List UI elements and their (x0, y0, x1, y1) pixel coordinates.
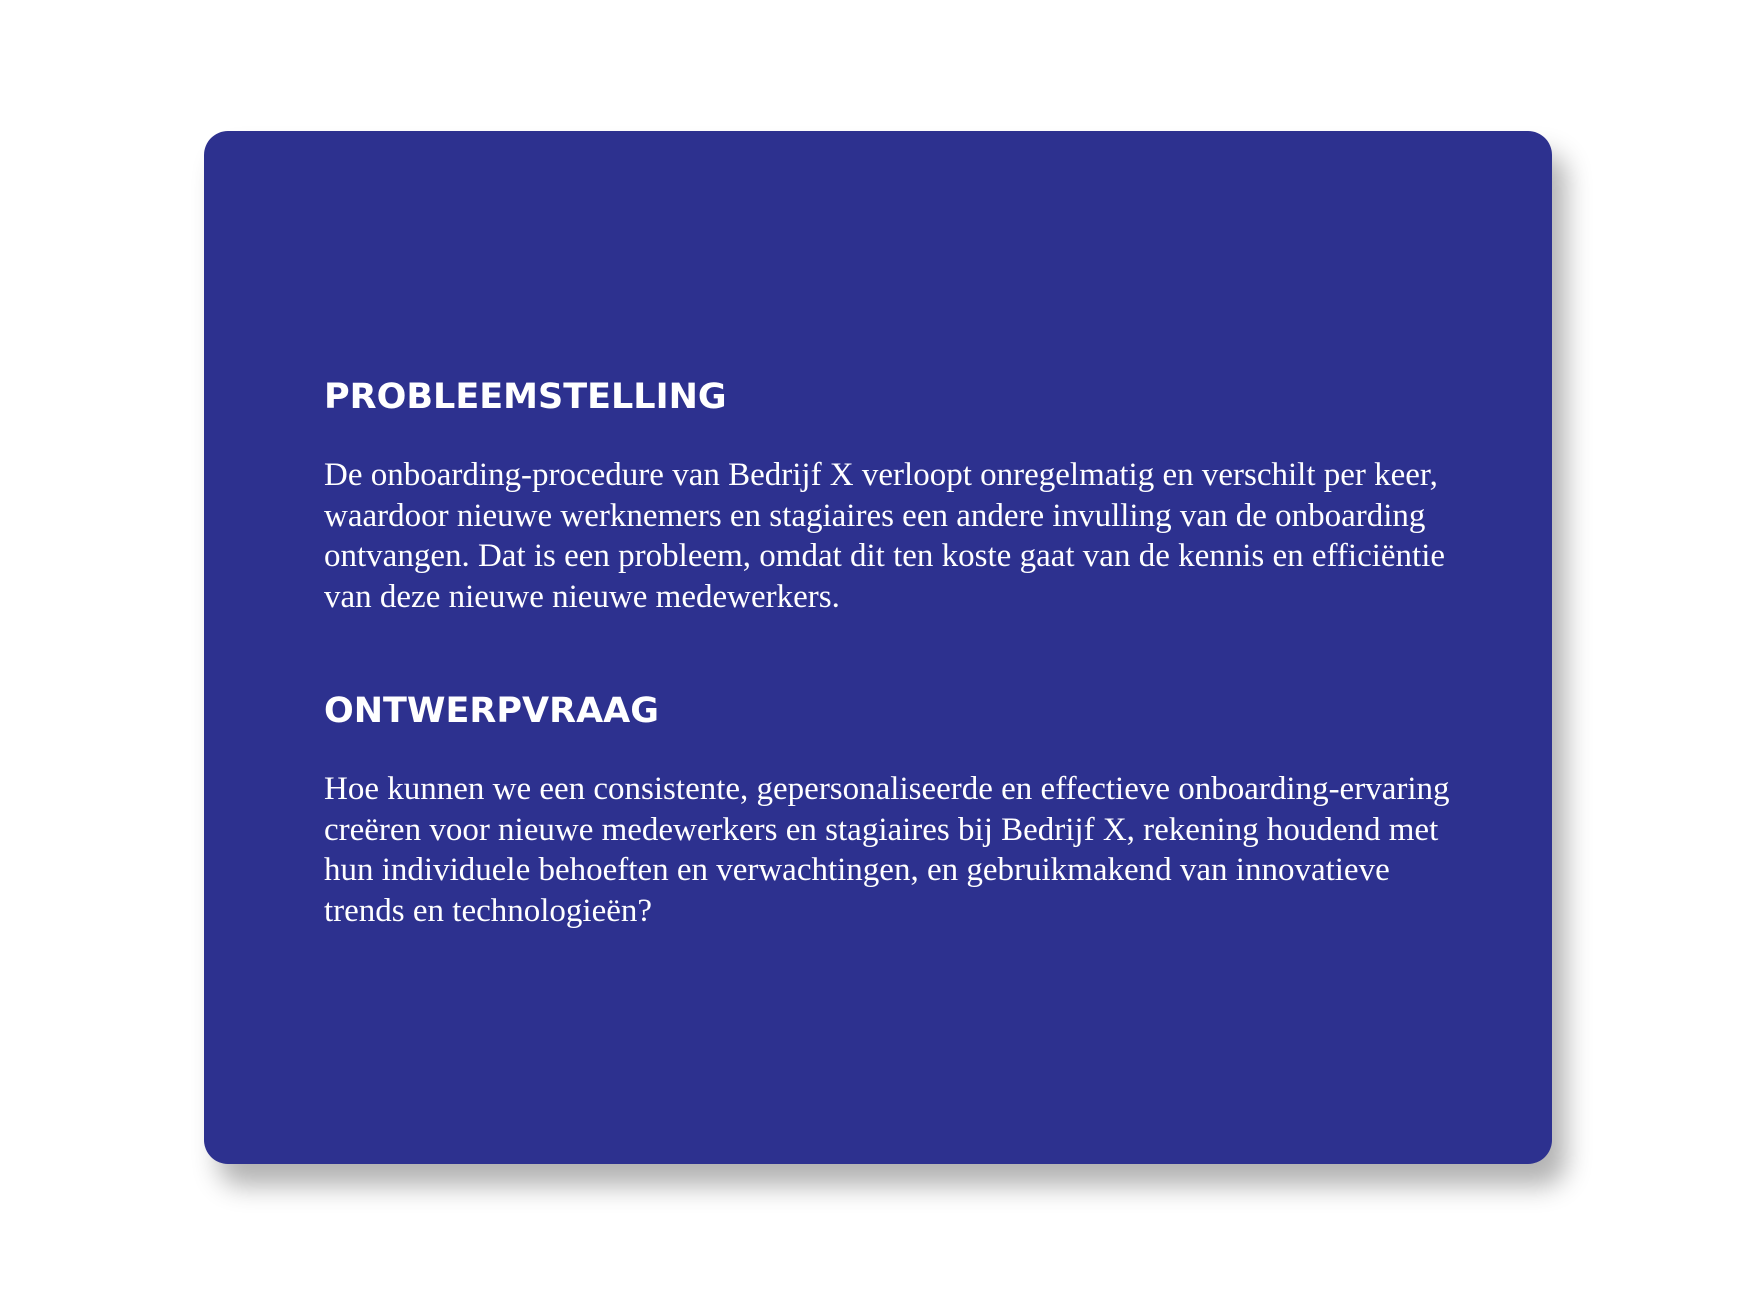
card-content (324, 375, 1464, 931)
section-heading-ontwerpvraag: ONTWERPVRAAG (324, 691, 659, 731)
section-body-ontwerpvraag: Hoe kunnen we een consistente, gepersonaliseerde en effectieve onboarding-ervaring creëren voor nieuwe medewerkers en stagiaires bij Bedrijf X, rekening houdend met hun individuele behoeften en verwachtingen, en gebruikmakend van innovatieve trends en technologieën? (324, 771, 1450, 929)
content-card (204, 131, 1552, 1164)
section-heading-probleemstelling: PROBLEEMSTELLING (324, 377, 727, 417)
section-body-probleemstelling: De onboarding-procedure van Bedrijf X verloopt onregelmatig en verschilt per keer, waardoor nieuwe werknemers en stagiaires een andere invulling van de onboarding ontvangen. Dat is een probleem, omdat dit ten koste gaat van de kennis en efficiëntie van deze nieuwe nieuwe medewerkers. (324, 457, 1446, 615)
